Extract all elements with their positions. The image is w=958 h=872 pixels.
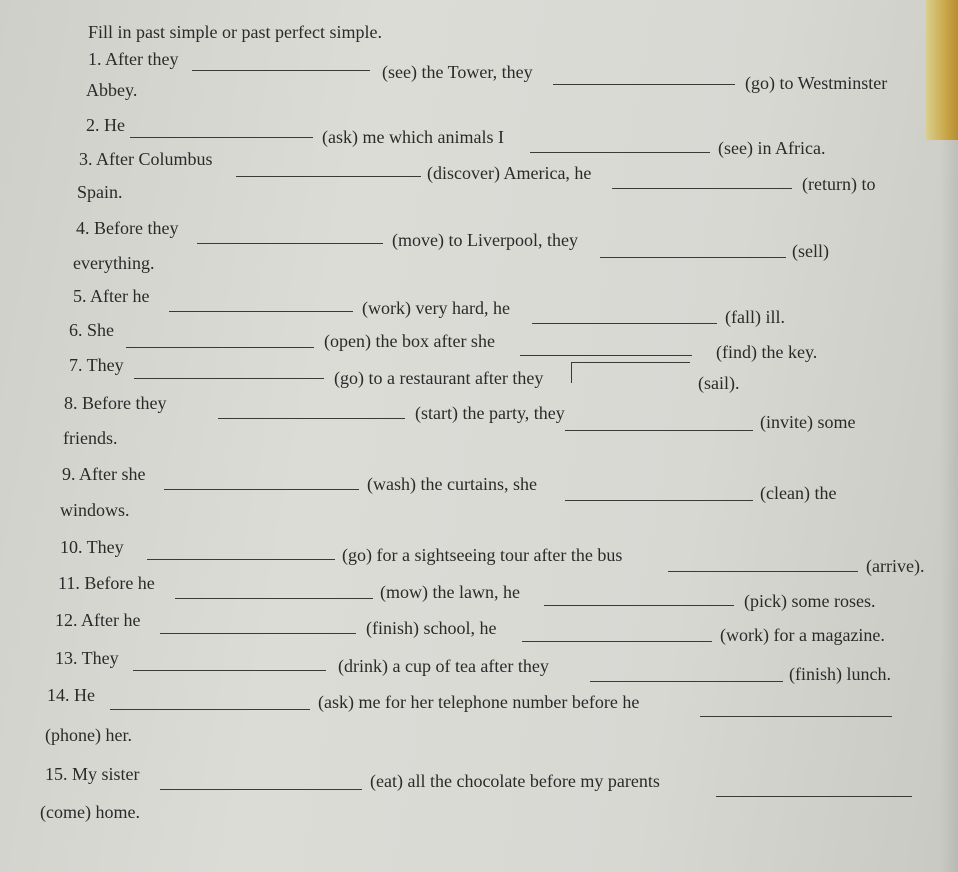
item-text-9b: (clean) the	[760, 483, 837, 503]
answer-blank-1b[interactable]	[553, 84, 735, 85]
answer-blank-1a[interactable]	[192, 70, 370, 71]
answer-blank-14a[interactable]	[110, 709, 310, 710]
item-number-5: 5. After he	[73, 286, 150, 306]
item-text-15a: (eat) all the chocolate before my parents	[370, 771, 660, 791]
item-text-9c: windows.	[60, 500, 130, 520]
item-number-9: 9. After she	[62, 464, 146, 484]
answer-blank-10a[interactable]	[147, 559, 335, 560]
answer-blank-7a[interactable]	[134, 378, 324, 379]
answer-blank-2b[interactable]	[530, 152, 710, 153]
item-text-10b: (arrive).	[866, 556, 925, 576]
answer-blank-10b[interactable]	[668, 571, 858, 572]
item-number-12: 12. After he	[55, 610, 141, 630]
answer-blank-6b[interactable]	[520, 355, 692, 356]
answer-blank-4a[interactable]	[197, 243, 383, 244]
item-text-11b: (pick) some roses.	[744, 591, 876, 611]
item-text-4c: everything.	[73, 253, 155, 273]
item-text-9a: (wash) the curtains, she	[367, 474, 537, 494]
answer-blank-14b[interactable]	[700, 716, 892, 717]
item-text-3c: Spain.	[77, 182, 123, 202]
item-number-10: 10. They	[60, 537, 124, 557]
item-number-1: 1. After they	[88, 49, 179, 69]
item-text-4a: (move) to Liverpool, they	[392, 230, 578, 250]
answer-blank-8a[interactable]	[218, 418, 405, 419]
answer-blank-4b[interactable]	[600, 257, 786, 258]
answer-blank-12a[interactable]	[160, 633, 356, 634]
item-number-8: 8. Before they	[64, 393, 167, 413]
item-number-3: 3. After Columbus	[79, 149, 213, 169]
answer-blank-12b[interactable]	[522, 641, 712, 642]
item-text-6a: (open) the box after she	[324, 331, 495, 351]
item-number-11: 11. Before he	[58, 573, 155, 593]
answer-blank-3b[interactable]	[612, 188, 792, 189]
item-number-7: 7. They	[69, 355, 124, 375]
answer-blank-5a[interactable]	[169, 311, 353, 312]
item-text-5b: (fall) ill.	[725, 307, 785, 327]
answer-blank-2a[interactable]	[130, 137, 313, 138]
item-text-2b: (see) in Africa.	[718, 138, 826, 158]
answer-blank-11a[interactable]	[175, 598, 373, 599]
item-number-13: 13. They	[55, 648, 119, 668]
item-number-14: 14. He	[47, 685, 95, 705]
answer-blank-3a[interactable]	[236, 176, 421, 177]
item-text-7b: (sail).	[698, 373, 740, 393]
item-text-2a: (ask) me which animals I	[322, 127, 504, 147]
item-text-1a: (see) the Tower, they	[382, 62, 533, 82]
answer-blank-13b[interactable]	[590, 681, 783, 682]
item-text-8b: (invite) some	[760, 412, 856, 432]
answer-blank-11b[interactable]	[544, 605, 734, 606]
item-text-4b: (sell)	[792, 241, 829, 261]
item-text-1b: (go) to Westminster	[745, 73, 888, 93]
item-text-12b: (work) for a magazine.	[720, 625, 885, 645]
item-number-6: 6. She	[69, 320, 114, 340]
item-text-8c: friends.	[63, 428, 118, 448]
item-text-12a: (finish) school, he	[366, 618, 497, 638]
item-text-8a: (start) the party, they	[415, 403, 565, 423]
worksheet-title: Fill in past simple or past perfect simple.	[88, 22, 382, 42]
item-text-13b: (finish) lunch.	[789, 664, 891, 684]
item-text-3a: (discover) America, he	[427, 163, 592, 183]
answer-blank-13a[interactable]	[133, 670, 326, 671]
item-number-4: 4. Before they	[76, 218, 179, 238]
item-text-10a: (go) for a sightseeing tour after the bus	[342, 545, 623, 565]
item-text-7a: (go) to a restaurant after they	[334, 368, 544, 388]
answer-blank-8b[interactable]	[565, 430, 753, 431]
item-text-13a: (drink) a cup of tea after they	[338, 656, 549, 676]
answer-blank-6a[interactable]	[126, 347, 314, 348]
item-text-3b: (return) to	[802, 174, 876, 194]
item-text-6b: (find) the key.	[716, 342, 818, 362]
item-number-2: 2. He	[86, 115, 125, 135]
item-text-14c: (phone) her.	[45, 725, 132, 745]
page-edge-shadow	[940, 140, 958, 872]
item-text-5a: (work) very hard, he	[362, 298, 510, 318]
page-edge-decoration	[926, 0, 958, 140]
answer-blank-9a[interactable]	[164, 489, 359, 490]
item-text-15c: (come) home.	[40, 802, 140, 822]
item-number-15: 15. My sister	[45, 764, 140, 784]
answer-blank-15a[interactable]	[160, 789, 362, 790]
item-text-1c: Abbey.	[86, 80, 138, 100]
answer-blank-9b[interactable]	[565, 500, 753, 501]
item-text-11a: (mow) the lawn, he	[380, 582, 520, 602]
answer-blank-7b[interactable]	[571, 362, 690, 383]
answer-blank-15b[interactable]	[716, 796, 912, 797]
item-text-14a: (ask) me for her telephone number before he	[318, 692, 640, 712]
answer-blank-5b[interactable]	[532, 323, 717, 324]
